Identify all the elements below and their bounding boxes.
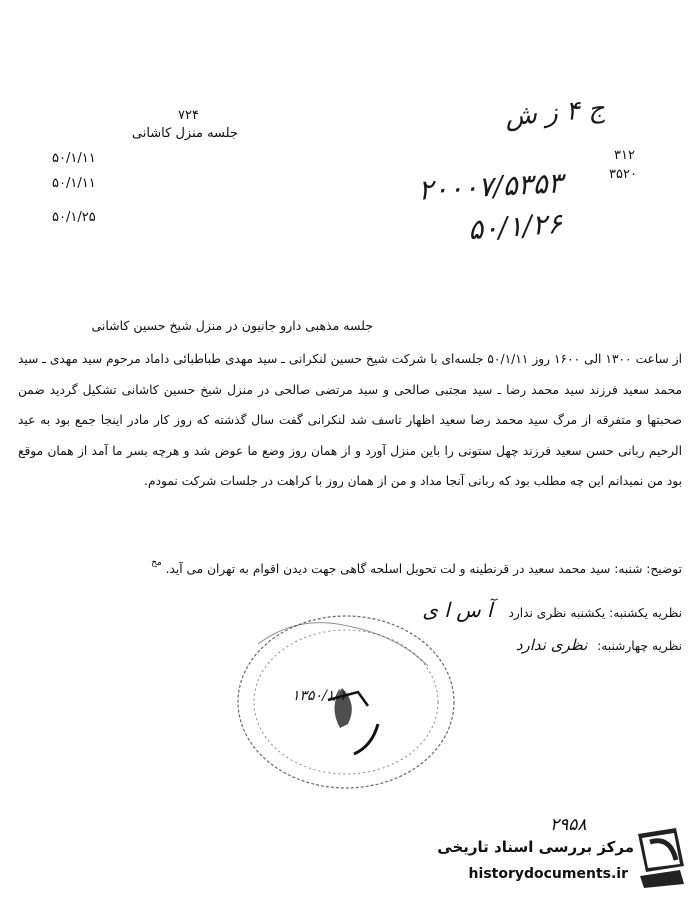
handwritten-signature: نظری ندارد (515, 636, 588, 654)
stamp-date: ۱۳۵۰/۱/۱ (292, 688, 347, 704)
explanation-text: توضیح: شنبه: سید محمد سعید در قرنطینه و لت تحویل اسلحه گاهی جهت دیدن اقوام به تهران می آید. (165, 562, 682, 576)
handwritten-insert: مخ (151, 558, 162, 568)
opinion-label: نظریه چهارشنبه: (597, 639, 682, 653)
opinion-wednesday (516, 636, 682, 654)
reference-number: ۳۱۲ (614, 148, 635, 163)
date-line: ۵۰/۱/۱۱ (52, 151, 96, 166)
margin-handwriting: ج ۴ ز ش (503, 93, 606, 133)
page-tally-number: ۲۹۵۸ (550, 815, 587, 835)
handwritten-file-number: ۲۰۰۰۷/۵۳۵۳ (417, 166, 564, 207)
report-subject: جلسه مذهبی دارو جانیون در منزل شیخ حسین کاشانی (91, 318, 373, 333)
watermark-url: historydocuments.ir (468, 866, 628, 882)
report-paragraph: از ساعت ۱۳۰۰ الی ۱۶۰۰ روز ۵۰/۱/۱۱ جلسه‌ای با شرکت شیخ حسین لنکرانی ـ سید مهدی طباطبائی داماد مرحوم سید مهدی ـ سید محمد سعید فرزند سید محمد رضا ـ سید مجتبی صالحی و سید مرتضی صالحی در منزل شیخ حسین کاشانی تشکیل گردید ضمن صحبتها و متفرقه از مرگ سید محمد رضا سعید اظهار تاسف شد لنکرانی گفت سال گذشته که روز کار مادر اینجا جمع بود به عید الرحیم ربانی حسن سعید فرزند چهل ستونی را باین منزل آورد و از همان روز وضع ما عوض شد و هرچه بسر ما آمد از همان موقع بود من نمیدانم این چه مطلب بود که ربانی آنجا مداد و من از همان روز با کراهت در جلسات شرکت نمودم. (18, 352, 683, 488)
handwritten-date: ۵۰/۱/۲۶ (466, 206, 564, 247)
archive-logo-icon (630, 826, 692, 890)
watermark-title: مرکز بررسی اسناد تاریخی (437, 838, 634, 856)
handwritten-signature: آ س ا ی (422, 598, 493, 622)
reference-number: ۳۵۲۰ (609, 167, 637, 182)
explanation-note (151, 558, 682, 576)
document-title: جلسه منزل کاشانی (131, 126, 238, 141)
date-line: ۵۰/۱/۱۱ (52, 176, 96, 191)
document-number: ۷۲۴ (178, 108, 199, 123)
date-line: ۵۰/۱/۲۵ (52, 210, 96, 225)
opinion-label: نظریه یکشنبه: یکشنبه نظری ندارد (508, 606, 682, 620)
official-stamp (228, 604, 468, 794)
report-body (18, 344, 682, 497)
